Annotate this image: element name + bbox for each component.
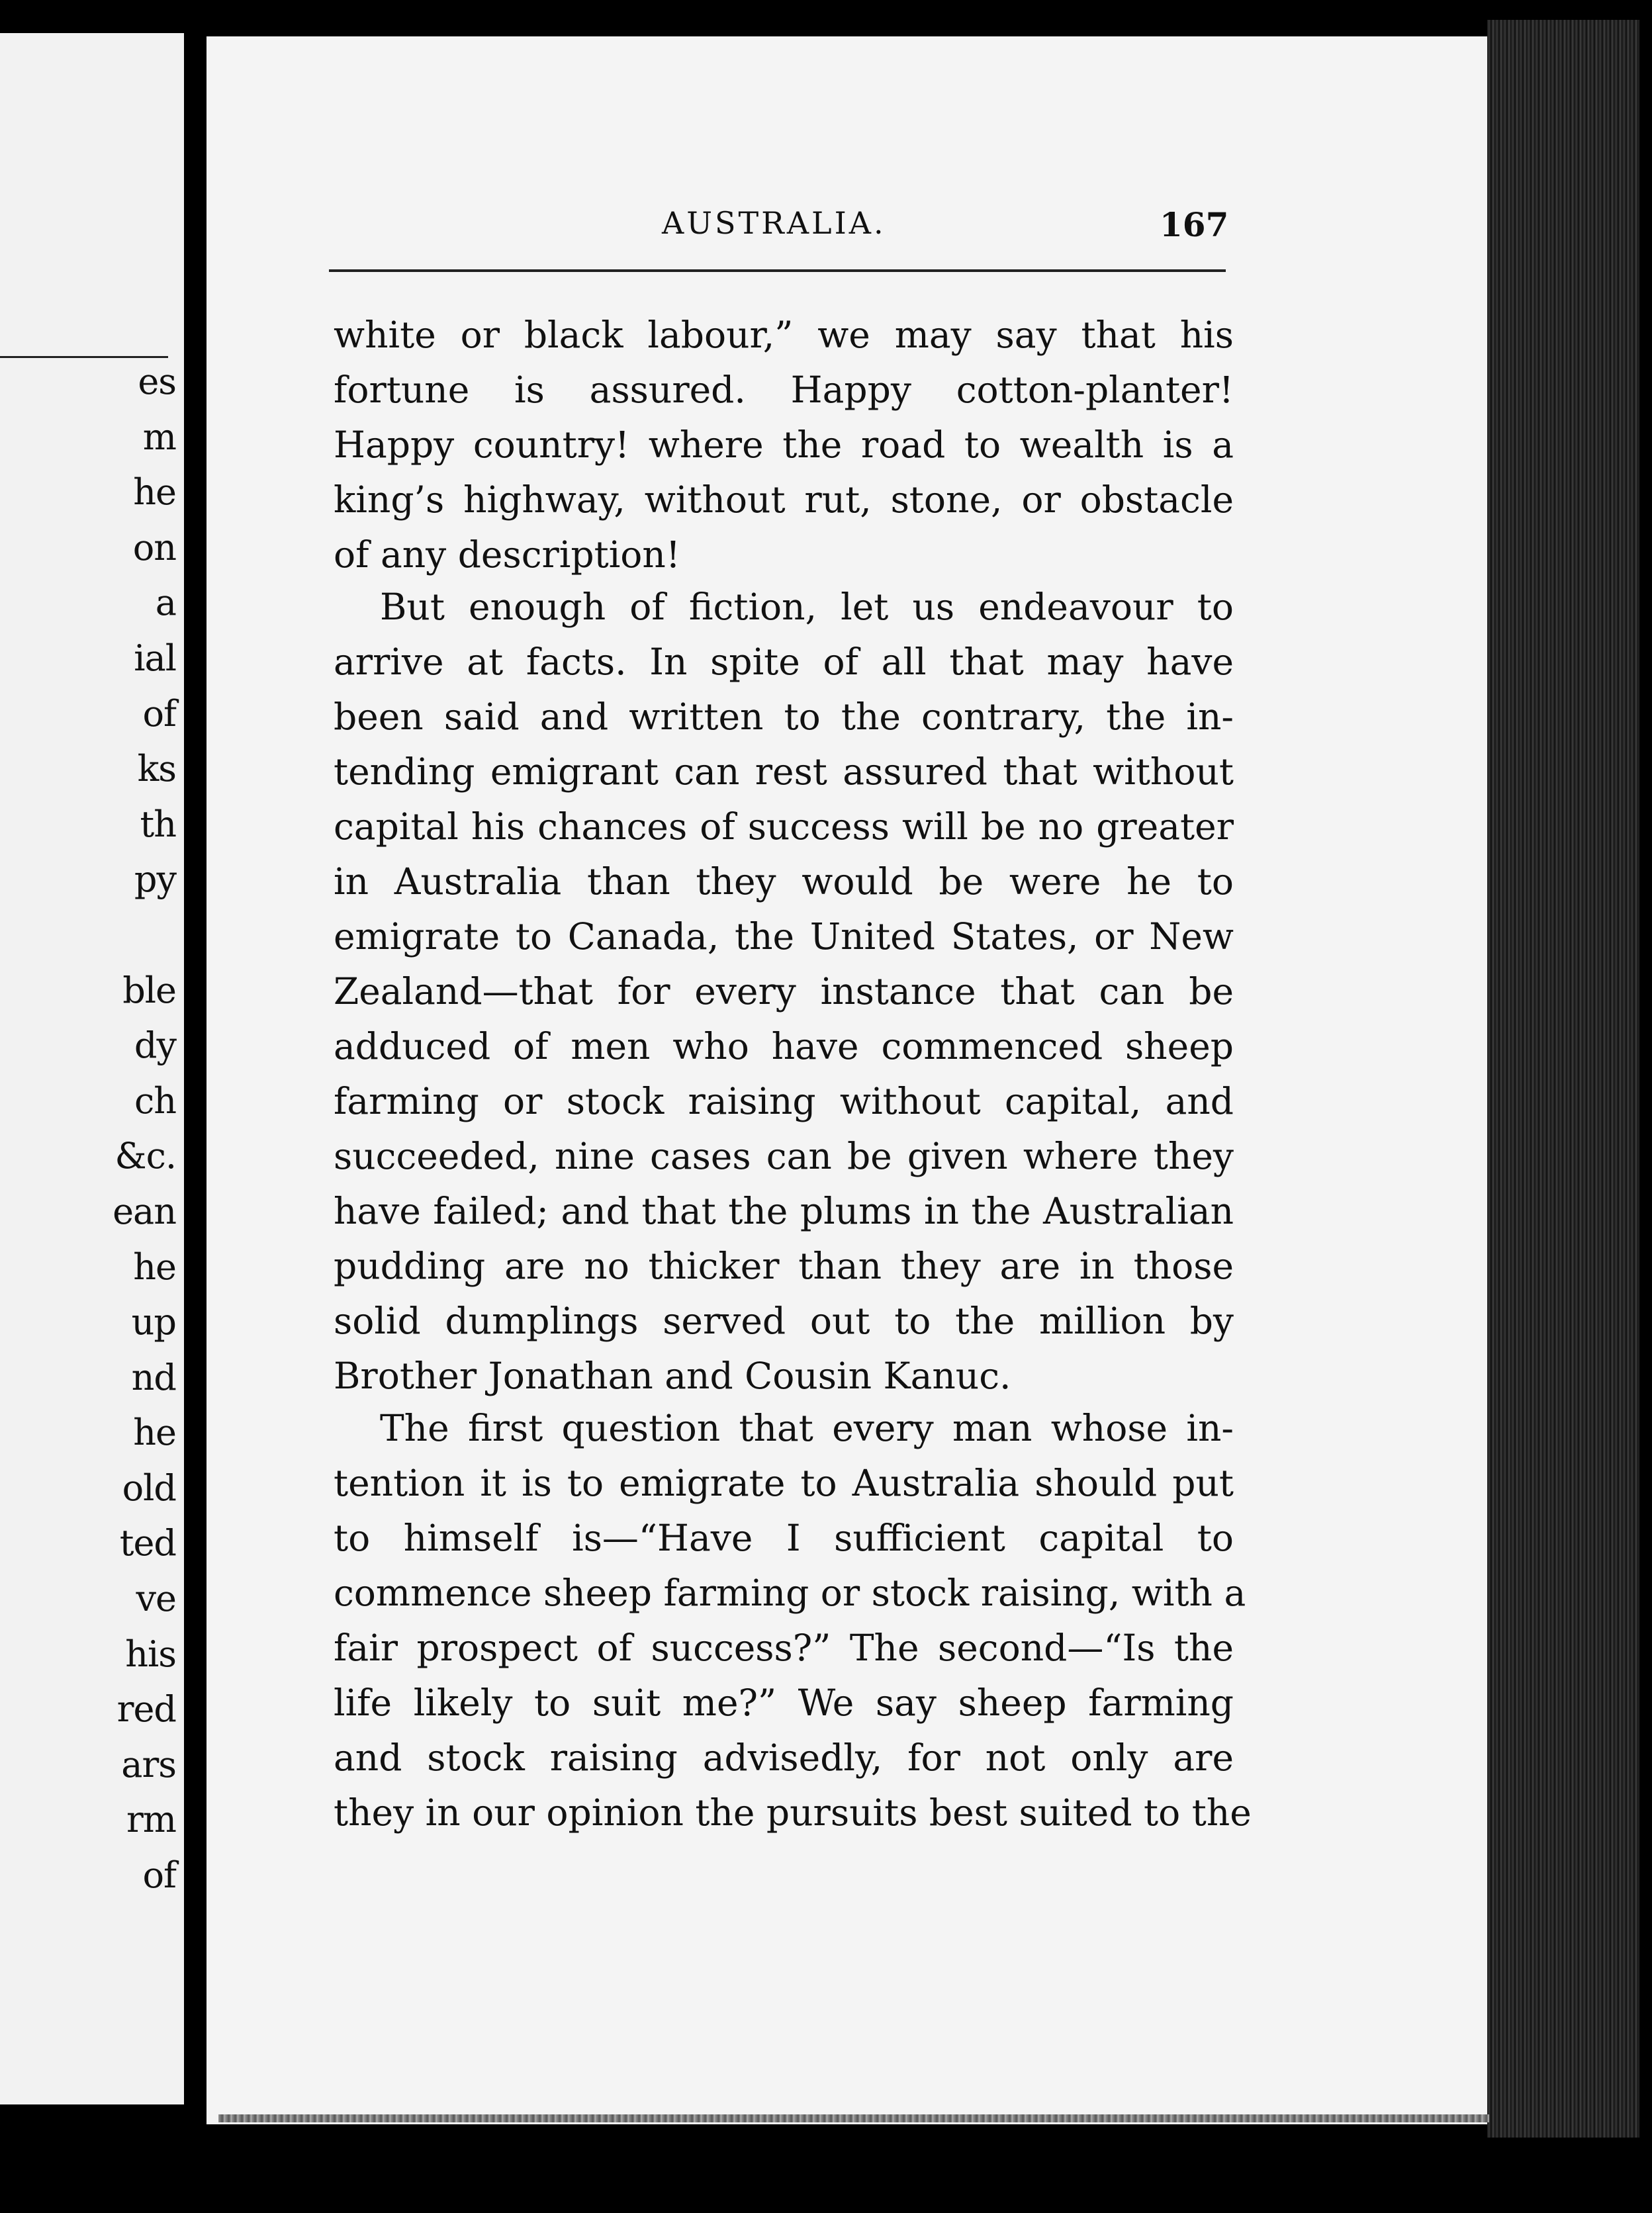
text-line: But enough of fiction, let us endeavour to — [380, 586, 1234, 628]
facing-page-fragment: th — [140, 803, 176, 845]
text-line: capital his chances of success will be no greater — [334, 805, 1234, 848]
text-line: fair prospect of success?” The second—“Is the — [334, 1627, 1234, 1669]
page-block-edge — [1487, 20, 1639, 2138]
text-line: in Australia than they would be were he to — [334, 860, 1234, 903]
facing-page-fragment: his — [125, 1633, 176, 1675]
text-line: arrive at facts. In spite of all that may have — [334, 641, 1234, 683]
text-line: have failed; and that the plums in the Australian — [334, 1190, 1234, 1232]
text-line: adduced of men who have commenced sheep — [334, 1025, 1234, 1067]
text-line: of any description! — [334, 533, 680, 576]
text-line: Happy country! where the road to wealth is a — [334, 424, 1234, 466]
facing-page — [0, 33, 184, 2104]
body-text — [334, 308, 1252, 1838]
facing-page-fragment: he — [133, 471, 176, 514]
text-line: white or black labour,” we may say that his — [334, 314, 1234, 356]
paragraph — [334, 308, 1234, 582]
facing-page-fragment: ean — [113, 1190, 176, 1232]
facing-page-fragment: red — [116, 1688, 176, 1731]
text-line: to himself is—“Have I sufficient capital to — [334, 1517, 1234, 1559]
facing-page-fragment — [113, 907, 176, 963]
running-head-title: AUSTRALIA. — [662, 205, 886, 241]
facing-page-fragment: he — [133, 1412, 176, 1454]
facing-page-fragment: ch — [134, 1079, 176, 1122]
facing-page-fragment: nd — [131, 1356, 176, 1398]
facing-page-fragment: ial — [134, 637, 176, 679]
text-line: life likely to suit me?” We say sheep farming — [334, 1682, 1234, 1724]
text-line: Brother Jonathan and Cousin Kanuc. — [334, 1355, 1011, 1397]
text-line: solid dumplings served out to the million by — [334, 1300, 1234, 1342]
facing-page-fragment: ks — [137, 748, 176, 790]
running-head — [206, 205, 1487, 258]
text-line: Zealand—that for every instance that can be — [334, 970, 1234, 1013]
text-line: they in our opinion the pursuits best suited to the — [334, 1791, 1252, 1834]
facing-page-fragment: py — [134, 858, 176, 901]
text-line: tending emigrant can rest assured that without — [334, 750, 1234, 793]
page-bottom-edge — [218, 2114, 1489, 2122]
text-line: tention it is to emigrate to Australia should put — [334, 1462, 1234, 1504]
paragraph — [334, 1401, 1252, 1840]
facing-page-fragment: dy — [134, 1024, 176, 1067]
page-number: 167 — [1160, 205, 1229, 244]
text-line: fortune is assured. Happy cotton-planter! — [334, 369, 1234, 411]
facing-page-fragment: ble — [122, 969, 176, 1011]
text-line: emigrate to Canada, the United States, or New — [334, 915, 1234, 958]
paragraph — [334, 580, 1234, 1404]
text-line: farming or stock raising without capital, and — [334, 1080, 1234, 1122]
facing-page-fragment: &c. — [115, 1135, 176, 1177]
text-line: king’s highway, without rut, stone, or obstacle — [334, 478, 1234, 521]
text-line: commence sheep farming or stock raising, with a — [334, 1572, 1246, 1614]
facing-page-fragment: ve — [136, 1578, 176, 1620]
facing-page-fragment: of — [142, 692, 176, 735]
facing-page-fragment: old — [122, 1467, 176, 1509]
facing-page-fragment: es — [138, 361, 176, 402]
facing-page-text — [113, 354, 176, 1903]
facing-page-fragment: of — [142, 1854, 176, 1897]
facing-page-fragment: ted — [119, 1522, 176, 1564]
facing-page-fragment: ars — [121, 1743, 176, 1785]
facing-page-fragment: he — [133, 1245, 176, 1288]
book-page — [206, 36, 1487, 2124]
text-line: been said and written to the contrary, the in- — [334, 696, 1234, 738]
text-line: The first question that every man whose in- — [380, 1407, 1234, 1449]
facing-page-fragment: on — [132, 526, 176, 568]
text-line: succeeded, nine cases can be given where they — [334, 1135, 1234, 1177]
text-line: pudding are no thicker than they are in those — [334, 1245, 1234, 1287]
facing-page-fragment: rm — [126, 1799, 176, 1841]
facing-page-fragment: m — [142, 416, 176, 458]
header-rule — [329, 269, 1226, 272]
text-line: and stock raising advisedly, for not only are — [334, 1737, 1234, 1779]
facing-page-fragment: up — [131, 1301, 176, 1343]
facing-page-fragment: a — [155, 582, 176, 624]
